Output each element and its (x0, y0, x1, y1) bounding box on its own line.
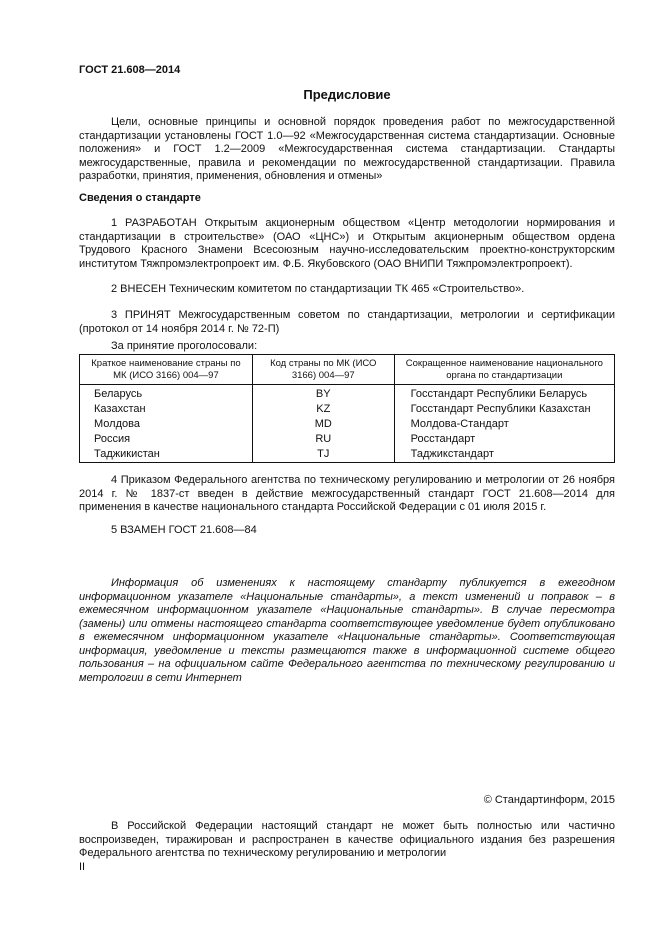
standards-body: Госстандарт Республики Беларусь (394, 385, 614, 403)
page-number: II (79, 861, 86, 873)
country-name: Молдова (80, 417, 253, 432)
table-row (80, 417, 615, 432)
developed-paragraph: 1 РАЗРАБОТАН Открытым акционерным обществом «Центр методологии нормирования и стандартизации в строительстве» (ОАО «ЦНС») и Открытым акционерным обществом ордена Трудового Красного Знамени Всесоюзным научно-исследовательским проектно-конструкторским институтом Тяжпромэлектропроект им. Ф.Б. Якубовского (ОАО ВНИПИ Тяжпромэлектропроект). (79, 217, 615, 270)
country-code: MD (252, 417, 394, 432)
section-heading: Сведения о стандарте (79, 192, 201, 204)
table-row (80, 447, 615, 463)
country-code: TJ (252, 447, 394, 463)
table-row (80, 402, 615, 417)
standards-body: Госстандарт Республики Казахстан (394, 402, 614, 417)
country-code: KZ (252, 402, 394, 417)
voted-label: За принятие проголосовали: (111, 340, 258, 352)
table-row (80, 385, 615, 403)
country-code: RU (252, 432, 394, 447)
standards-body: Молдова-Стандарт (394, 417, 614, 432)
table-header-country: Краткое наименование страны по МК (ИСО 3166) 004—97 (80, 355, 253, 385)
standards-body: Росстандарт (394, 432, 614, 447)
voting-table (79, 354, 615, 463)
table-header-body: Сокращенное наименование национального органа по стандартизации (394, 355, 614, 385)
country-name: Казахстан (80, 402, 253, 417)
copyright-notice: © Стандартинформ, 2015 (483, 794, 615, 806)
page-title: Предисловие (303, 87, 391, 102)
country-name: Таджикистан (80, 447, 253, 463)
intro-paragraph: Цели, основные принципы и основной порядок проведения работ по межгосударственной стандартизации установлены ГОСТ 1.0—92 «Межгосударственная система стандартизации. Основные положения» и ГОСТ 1.2—2009 «Межгосударственная система стандартизации. Стандарты межгосударственные, правила и рекомендации по межгосударственной стандартизации. Правила разработки, принятия, применения, обновления и отмены» (79, 116, 615, 182)
info-notice: Информация об изменениях к настоящему стандарту публикуется в ежегодном информационном указателе «Национальные стандарты», а текст изменений и поправок – в ежемесячном информационном указателе «Национальные стандарты». В случае пересмотра (замены) или отмены настоящего стандарта соответствующее уведомление будет опубликовано в ежемесячном информационном указателе «Национальные стандарты». Соответствующая информация, уведомление и тексты размещаются также в информационной системе общего пользования – на официальном сайте Федерального агентства по техническому регулированию и метрологии в сети Интернет (79, 577, 615, 684)
standards-body: Таджикстандарт (394, 447, 614, 463)
enacted-paragraph: 4 Приказом Федерального агентства по техническому регулированию и метрологии от 26 ноября 2014 г. № 1837-ст введен в действие межгосударственный стандарт ГОСТ 21.608—2014 для применения в качестве национального стандарта Российской Федерации с 01 июля 2015 г. (79, 474, 615, 513)
country-code: BY (252, 385, 394, 403)
replaces-paragraph: 5 ВЗАМЕН ГОСТ 21.608—84 (111, 524, 257, 536)
country-name: Беларусь (80, 385, 253, 403)
country-name: Россия (80, 432, 253, 447)
introduced-paragraph: 2 ВНЕСЕН Техническим комитетом по стандартизации ТК 465 «Строительство». (111, 283, 525, 295)
restriction-paragraph: В Российской Федерации настоящий стандарт не может быть полностью или частично воспроизведен, тиражирован и распространен в качестве официального издания без разрешения Федерального агентства по техническому регулированию и метрологии (79, 820, 615, 859)
table-header-code: Код страны по МК (ИСО 3166) 004—97 (252, 355, 394, 385)
table-row (80, 432, 615, 447)
adopted-paragraph: 3 ПРИНЯТ Межгосударственным советом по стандартизации, метрологии и сертификации (протокол от 14 ноября 2014 г. № 72-П) (79, 309, 615, 335)
standard-code: ГОСТ 21.608—2014 (79, 64, 181, 76)
